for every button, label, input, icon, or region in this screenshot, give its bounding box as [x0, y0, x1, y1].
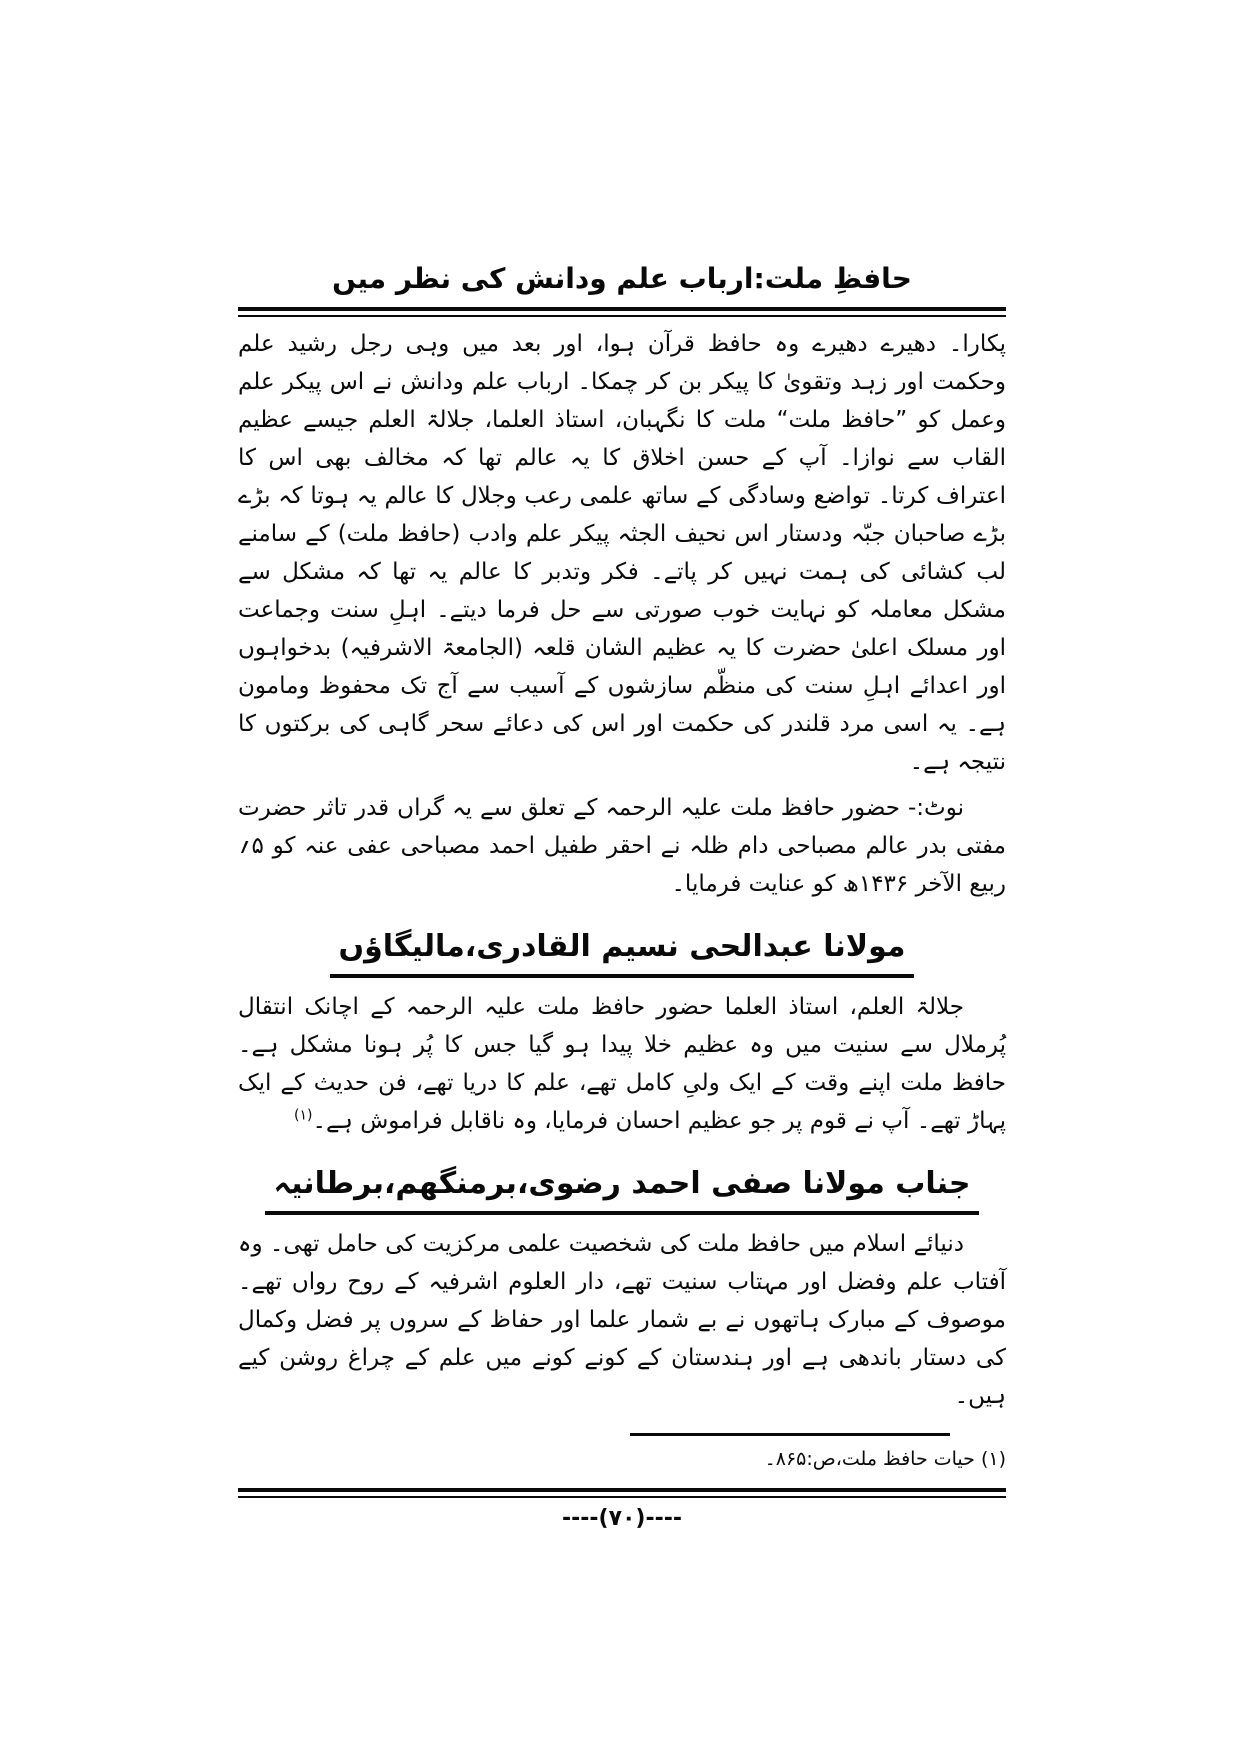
footnote-separator-rule [630, 1433, 950, 1436]
running-title: حافظِ ملت:ارباب علم ودانش کی نظر میں [332, 262, 912, 295]
section-2-paragraph: دنیائے اسلام میں حافظ ملت کی شخصیت علمی مرکزیت کی حامل تھی۔ وہ آفتاب علم وفضل اور مہتاب سنیت تھے، دار العلوم اشرفیہ کے روح رواں تھے۔ موصوف کے مبارک ہاتھوں نے بے شمار علما اور حفاظ کے سروں پر فضل وکمال کی دستار باندھی ہے اور ہندستان کے کونے کونے میں علم کے چراغ روشن کیے ہیں۔ [238, 1231, 1006, 1409]
header-rule [238, 307, 1006, 317]
page-header [238, 262, 1006, 317]
page-number: ----(۷۰)---- [561, 1506, 682, 1531]
section-1-heading: مولانا عبدالحی نسیم القادری،مالیگاؤں [330, 929, 913, 978]
page-content [238, 262, 1006, 1531]
page-footer [238, 1433, 1006, 1531]
section-2-heading-row [238, 1166, 1006, 1215]
page-body [238, 325, 1006, 1415]
section-2-heading: جناب مولانا صفی احمد رضوی،برمنگھم،برطانیہ [265, 1166, 978, 1215]
paragraph-note: نوٹ:- حضور حافظ ملت علیہ الرحمہ کے تعلق سے یہ گراں قدر تاثر حضرت مفتی بدر عالم مصباحی دام ظلہ نے احقر طفیل احمد مصباحی عفی عنہ کو ۵؍ ربیع الآخر ۱۴۳۶ھ کو عنایت فرمایا۔ [238, 795, 1006, 897]
paragraph-continuation: پکارا۔ دھیرے دھیرے وہ حافظ قرآن ہوا، اور بعد میں وہی رجل رشید علم وحکمت اور زہد وتقویٰ کا پیکر بن کر چمکا۔ ارباب علم ودانش نے اس پیکر علم وعمل کو ”حافظ ملت“ ملت کا نگہبان، استاذ العلما، جلالۃ العلم جیسے عظیم القاب سے نوازا۔ آپ کے حسن اخلاق کا یہ عالم تھا کہ مخالف بھی اس کا اعتراف کرتا۔ تواضع وسادگی کے ساتھ علمی رعب وجلال کا عالم یہ ہوتا کہ بڑے بڑے صاحبان جبّہ ودستار اس نحیف الجثہ پیکر علم وادب (حافظ ملت) کے سامنے لب کشائی کی ہمت نہیں کر پاتے۔ فکر وتدبر کا عالم یہ تھا کہ مشکل سے مشکل معاملہ کو نہایت خوب صورتی سے حل فرما دیتے۔ اہلِ سنت وجماعت اور مسلک اعلیٰ حضرت کا یہ عظیم الشان قلعہ (الجامعۃ الاشرفیہ) بدخواہوں اور اعدائے اہلِ سنت کی منظّم سازشوں کے آسیب سے آج تک محفوظ ومامون ہے۔ یہ اسی مرد قلندر کی حکمت اور اس کی دعائے سحر گاہی کی برکتوں کا نتیجہ ہے۔ [238, 331, 1006, 775]
section-1-text: جلالۃ العلم، استاذ العلما حضور حافظ ملت علیہ الرحمہ کے اچانک انتقال پُرملال سے سنیت میں وہ عظیم خلا پیدا ہو گیا جس کا پُر ہونا مشکل ہے۔ حافظ ملت اپنے وقت کے ایک ولیِ کامل تھے، علم کا دریا تھے، فن حدیث کے ایک پہاڑ تھے۔ آپ نے قوم پر جو عظیم احسان فرمایا، وہ ناقابل فراموش ہے۔ [238, 994, 1006, 1134]
footnote-marker-1: (۱) [294, 1107, 313, 1124]
footnote-1: (۱) حیات حافظ ملت،ص:۸۶۵۔ [764, 1448, 1006, 1470]
section-1-paragraph [238, 988, 1006, 1140]
footer-rule [238, 1488, 1006, 1498]
section-1-heading-row [238, 929, 1006, 978]
